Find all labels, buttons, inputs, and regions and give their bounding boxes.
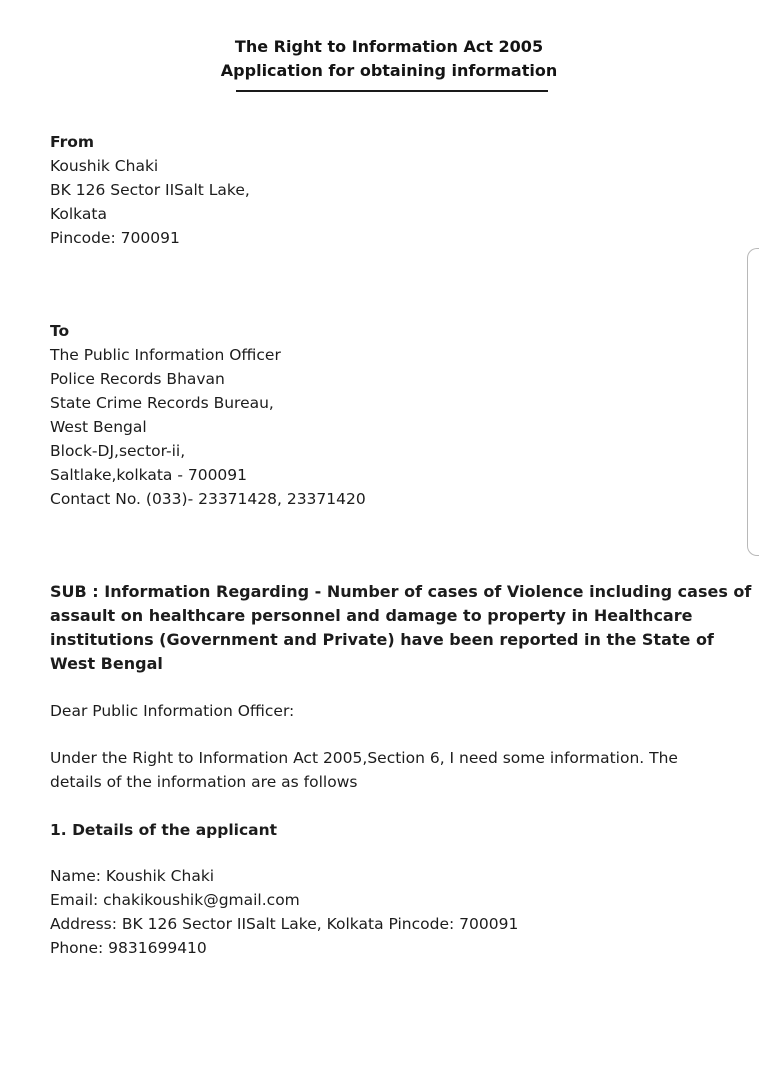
title-underline (236, 90, 548, 92)
to-line: West Bengal (50, 418, 147, 436)
document-title (0, 35, 759, 83)
applicant-details (50, 864, 518, 960)
title-line-act: The Right to Information Act 2005 (234, 37, 544, 56)
from-label: From (50, 133, 95, 151)
subject-line: West Bengal (50, 654, 163, 673)
to-line: Police Records Bhavan (50, 370, 225, 388)
from-pincode: Pincode: 700091 (50, 229, 180, 247)
from-city: Kolkata (50, 205, 107, 223)
applicant-email: Email: chakikoushik@gmail.com (50, 891, 300, 909)
to-address-block (50, 319, 366, 511)
from-address-block (50, 130, 250, 250)
subject-line: assault on healthcare personnel and damage to property in Healthcare (50, 606, 693, 625)
to-line: The Public Information Officer (50, 346, 281, 364)
applicant-phone: Phone: 9831699410 (50, 939, 207, 957)
from-address-line: BK 126 Sector IISalt Lake, (50, 181, 250, 199)
section-heading-applicant: 1. Details of the applicant (50, 821, 278, 839)
subject-line: institutions (Government and Private) have been reported in the State of (50, 630, 714, 649)
intro-paragraph (50, 746, 730, 794)
to-line: Block-DJ,sector-ii, (50, 442, 186, 460)
subject-line: SUB : Information Regarding - Number of cases of Violence including cases of (50, 582, 752, 601)
intro-line: details of the information are as follows (50, 773, 358, 791)
subject-block (50, 580, 752, 676)
to-line: Saltlake,kolkata - 700091 (50, 466, 248, 484)
title-line-application: Application for obtaining information (220, 61, 558, 80)
to-contact-line: Contact No. (033)- 23371428, 23371420 (50, 490, 366, 508)
intro-line: Under the Right to Information Act 2005,Section 6, I need some information. The (50, 749, 678, 767)
to-label: To (50, 322, 70, 340)
from-name: Koushik Chaki (50, 157, 159, 175)
applicant-name: Name: Koushik Chaki (50, 867, 215, 885)
applicant-address: Address: BK 126 Sector IISalt Lake, Kolkata Pincode: 700091 (50, 915, 519, 933)
scroll-handle[interactable] (747, 248, 759, 556)
to-line: State Crime Records Bureau, (50, 394, 274, 412)
greeting: Dear Public Information Officer: (50, 702, 295, 720)
